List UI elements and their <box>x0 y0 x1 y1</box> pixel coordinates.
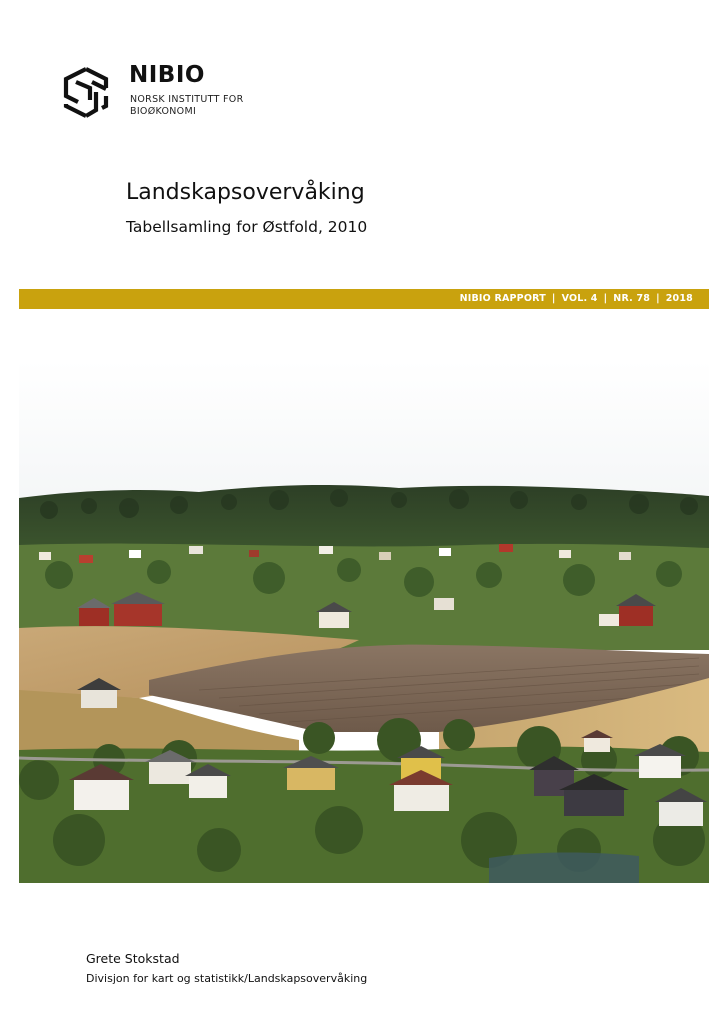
landscape-photo <box>19 360 709 883</box>
nibio-logo-icon <box>62 66 112 118</box>
document-title: Landskapsovervåking <box>126 180 365 205</box>
logo-tagline <box>130 94 243 117</box>
separator: | <box>603 293 608 304</box>
nibio-logo <box>62 62 262 122</box>
logo-tagline-line-2: BIOØKONOMI <box>130 105 197 117</box>
report-series: NIBIO RAPPORT <box>459 293 546 304</box>
cover-photo <box>19 360 709 883</box>
separator: | <box>656 293 660 304</box>
logo-tagline-line-1: NORSK INSTITUTT FOR <box>130 94 244 105</box>
report-info <box>460 289 693 309</box>
separator: | <box>551 293 556 304</box>
report-volume: VOL. 4 <box>561 293 598 304</box>
logo-wordmark: NIBIO <box>129 62 205 88</box>
report-year: 2018 <box>665 293 693 304</box>
document-subtitle: Tabellsamling for Østfold, 2010 <box>126 218 368 236</box>
report-number: NR. 78 <box>613 293 651 304</box>
report-band <box>19 289 709 309</box>
author-division: Divisjon for kart og statistikk/Landskapsovervåking <box>86 972 368 985</box>
author-name: Grete Stokstad <box>86 951 180 966</box>
